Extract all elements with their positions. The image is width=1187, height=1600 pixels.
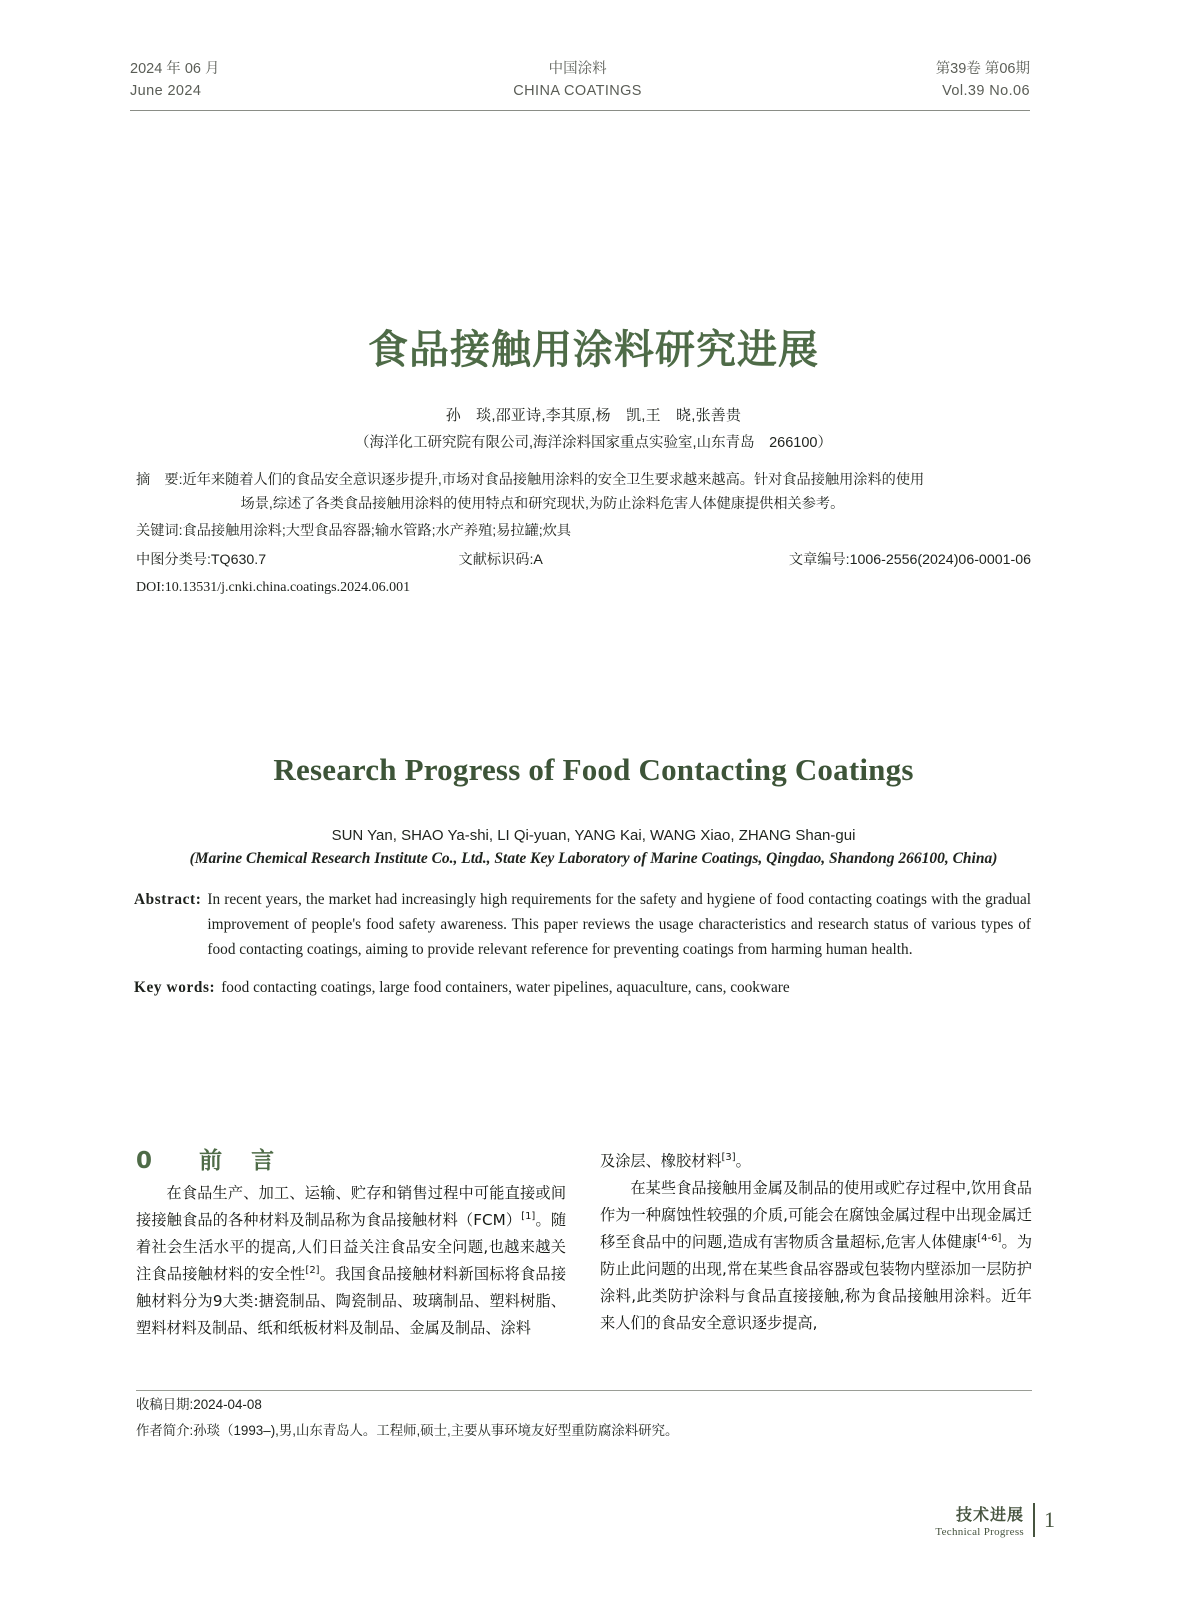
running-head — [130, 58, 1030, 103]
header-divider — [130, 110, 1030, 111]
abstract-block-cn — [136, 468, 1031, 543]
clc-label: 中图分类号: — [136, 552, 211, 568]
article-id: 文章编号:1006-2556(2024)06-0001-06 — [788, 552, 1031, 568]
author-bio: 作者简介:孙琰（1993–),男,山东青岛人。工程师,硕士,主要从事环境友好型重防腐涂料研究。 — [136, 1423, 679, 1439]
page-number: 1 — [1044, 1507, 1055, 1532]
footnote-divider — [136, 1390, 1032, 1391]
abstract-text-en: In recent years, the market had increasingly high requirements for the safety and hygiene of food contacting coatings with the gradual improvement of people's food safety awareness. This paper reviews the usage characteristics and research status of various types of food contacting coatings, aiming to provide relevant reference for preventing coatings from harming human health. — [207, 891, 1031, 958]
running-head-left — [130, 58, 219, 103]
abstract-line-2: 场景,综述了各类食品接触用涂料的使用特点和研究现状,为防止涂料危害人体健康提供相关参考。 — [240, 496, 845, 513]
footnote-block — [136, 1392, 1032, 1444]
keywords-row-en — [134, 976, 1031, 1001]
body-column-right — [600, 1148, 1032, 1337]
keywords-text-en: food contacting coatings, large food containers, water pipelines, aquaculture, cans, cookware — [221, 979, 790, 997]
abstract-row-cn — [136, 468, 1031, 517]
paragraph: 在某些食品接触用金属及制品的使用或贮存过程中,饮用食品作为一种腐蚀性较强的介质,可能会在腐蚀金属过程中出现金属迁移至食品中的问题,造成有害物质含量超标,危害人体健康[4-6]。为防止此问题的出现,常在某些食品容器或包装物内壁添加一层防护涂料,此类防护涂料与食品直接接触,称为食品接触用涂料。近年来人们的食品安全意识逐步提高, — [600, 1179, 1033, 1333]
body-column-left — [136, 1180, 566, 1342]
doi-text: DOI:10.13531/j.cnki.china.coatings.2024.06.001 — [136, 580, 411, 595]
volume-issue-en: Vol.39 No.06 — [942, 83, 1030, 100]
metadata-line — [136, 548, 1031, 574]
received-date: 收稿日期:2024-04-08 — [136, 1397, 262, 1412]
metadata-row — [136, 548, 1031, 574]
section-number: 0 — [136, 1148, 156, 1174]
section-title: 前 言 — [199, 1148, 278, 1174]
authors-cn: 孙 琰,邵亚诗,李其原,杨 凯,王 晓,张善贵 — [445, 407, 742, 424]
paragraph: 在食品生产、加工、运输、贮存和销售过程中可能直接或间接接触食品的各种材料及制品称为食品接触材料（FCM）[1]。随着社会生活水平的提高,人们日益关注食品安全问题,也越来越关注食品接触材料的安全性[2]。我国食品接触材料新国标将食品接触材料分为9大类:搪瓷制品、陶瓷制品、玻璃制品、塑料树脂、塑料材料及制品、纸和纸板材料及制品、金属及制品、涂料 — [136, 1184, 567, 1338]
page-title-en: Research Progress of Food Contacting Coatings — [273, 752, 914, 787]
abstract-text-cn — [183, 468, 1031, 517]
footer-divider — [1033, 1503, 1035, 1537]
running-head-center — [513, 58, 642, 103]
section-heading — [136, 1142, 277, 1175]
abstract-line-1: 近年来随着人们的食品安全意识逐步提升,市场对食品接触用涂料的安全卫生要求越来越高。针对食品接触用涂料的使用 — [182, 472, 925, 488]
journal-name-cn: 中国涂料 — [548, 61, 607, 77]
footer-section-labels — [935, 1502, 1024, 1538]
affiliation-en: (Marine Chemical Research Institute Co., Ltd., State Key Laboratory of Marine Coatings, Qingdao, Shandong 266100, China) — [189, 850, 998, 867]
journal-name-en: CHINA COATINGS — [513, 83, 642, 100]
paragraph-continuation: 及涂层、橡胶材料[3]。 — [600, 1151, 751, 1170]
keywords-row-cn — [136, 519, 1031, 543]
abstract-label-en: Abstract: — [134, 891, 202, 908]
abstract-label-cn: 摘 要: — [136, 472, 183, 488]
page-footer — [935, 1502, 1055, 1538]
keywords-label-cn: 关键词: — [136, 522, 183, 539]
page-title-cn: 食品接触用涂料研究进展 — [368, 327, 819, 373]
clc-value: TQ630.7 — [210, 552, 267, 568]
authors-en: SUN Yan, SHAO Ya-shi, LI Qi-yuan, YANG Kai, WANG Xiao, ZHANG Shan-gui — [331, 827, 856, 844]
keywords-text-cn: 食品接触用涂料;大型食品容器;输水管路;水产养殖;易拉罐;炊具 — [182, 522, 572, 539]
document-code: 文献标识码:A — [458, 552, 543, 568]
abstract-row-en — [134, 888, 1031, 962]
running-head-right — [936, 58, 1030, 103]
abstract-block-en — [134, 888, 1031, 1001]
clc-code — [136, 548, 436, 574]
issue-date-cn: 2024 年 06 月 — [130, 61, 220, 77]
issue-date-en: June 2024 — [130, 83, 202, 100]
keywords-label-en: Key words: — [134, 979, 216, 997]
volume-issue-cn: 第39卷 第06期 — [935, 61, 1030, 77]
footer-section-en: Technical Progress — [935, 1526, 1024, 1538]
footer-section-cn: 技术进展 — [955, 1505, 1024, 1524]
affiliation-cn: （海洋化工研究院有限公司,海洋涂料国家重点实验室,山东青岛 266100） — [355, 435, 832, 451]
